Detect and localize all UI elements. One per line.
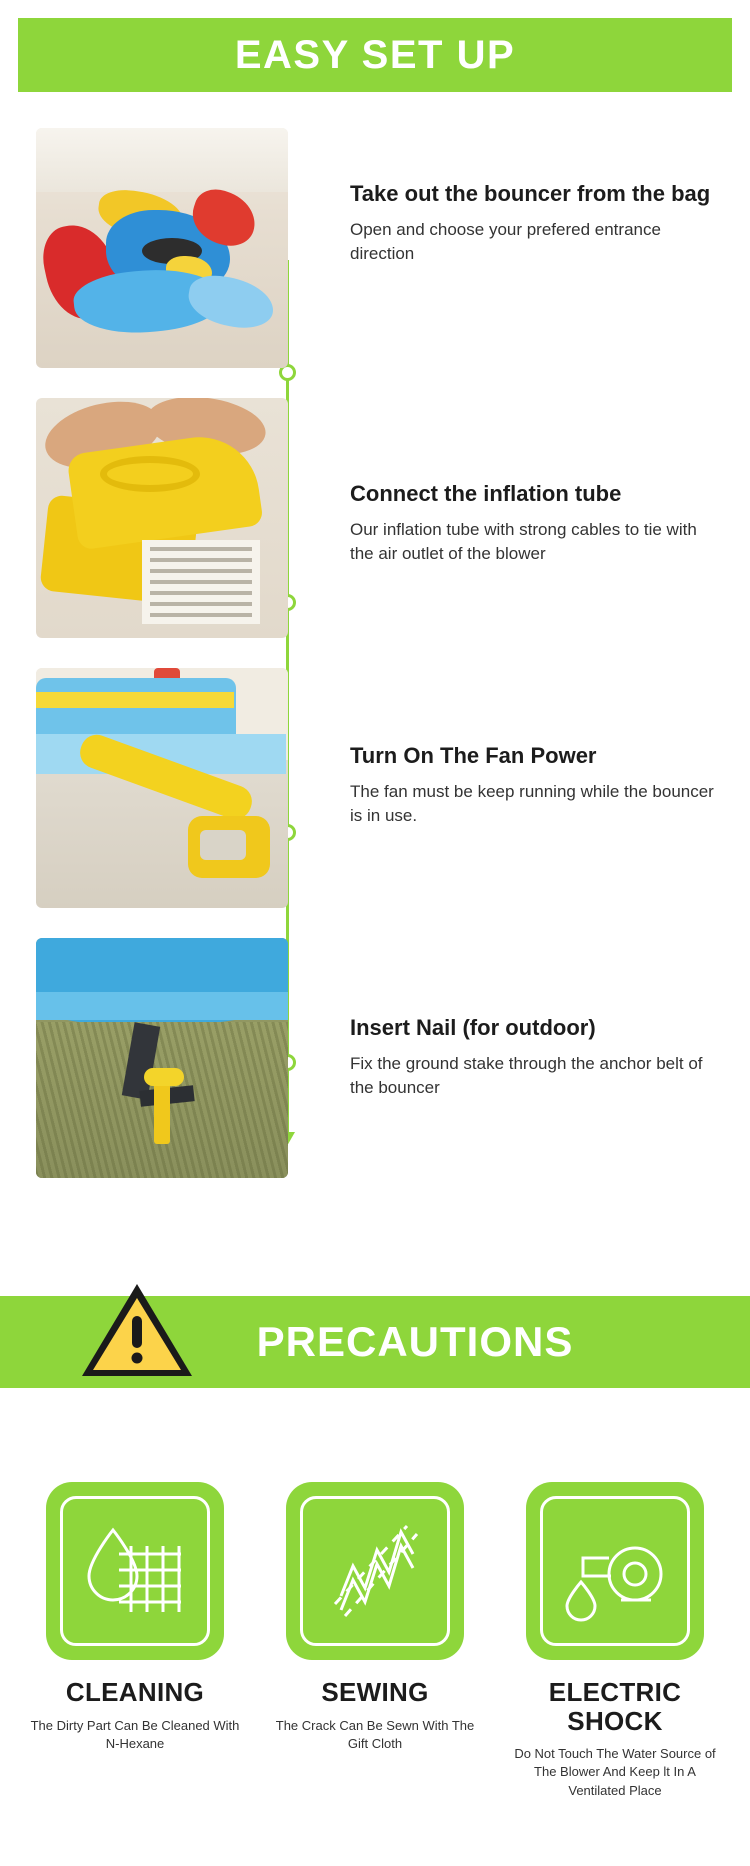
step-description: The fan must be keep running while the bouncer is in use. bbox=[350, 782, 714, 826]
blower-water-icon bbox=[559, 1520, 671, 1622]
header-banner bbox=[18, 18, 732, 92]
card-description: The Dirty Part Can Be Cleaned With N-Hexane bbox=[30, 1717, 240, 1751]
card-description: The Crack Can Be Sewn With The Gift Cloth bbox=[275, 1717, 475, 1751]
card-title: ELECTRIC SHOCK bbox=[548, 1677, 682, 1736]
page-title: EASY SET UP bbox=[234, 32, 516, 77]
step-item bbox=[36, 128, 726, 380]
water-drop-mesh-icon bbox=[79, 1520, 191, 1622]
step-item bbox=[36, 938, 726, 1190]
precaution-card-sewing bbox=[270, 1482, 480, 1800]
step-photo-2 bbox=[36, 398, 288, 638]
cleaning-tile bbox=[46, 1482, 224, 1660]
sewing-stitch-icon bbox=[319, 1520, 431, 1622]
step-title: Take out the bouncer from the bag bbox=[350, 181, 711, 206]
precaution-cards bbox=[0, 1482, 750, 1800]
sewing-tile bbox=[286, 1482, 464, 1660]
step-item bbox=[36, 668, 726, 920]
precaution-card-electric-shock bbox=[510, 1482, 720, 1800]
precaution-card-cleaning bbox=[30, 1482, 240, 1800]
step-item bbox=[36, 398, 726, 650]
warning-triangle-icon bbox=[78, 1278, 196, 1382]
card-title: CLEANING bbox=[65, 1677, 205, 1707]
step-photo-3 bbox=[36, 668, 288, 908]
card-title: SEWING bbox=[321, 1677, 429, 1707]
step-title: Connect the inflation tube bbox=[350, 481, 622, 506]
step-title: Insert Nail (for outdoor) bbox=[350, 1015, 596, 1040]
electric-shock-tile bbox=[526, 1482, 704, 1660]
step-description: Fix the ground stake through the anchor belt of the bouncer bbox=[350, 1054, 703, 1098]
step-title: Turn On The Fan Power bbox=[350, 743, 597, 768]
setup-steps-section bbox=[0, 128, 750, 1238]
precautions-title: PRECAUTIONS bbox=[256, 1318, 574, 1365]
step-photo-4 bbox=[36, 938, 288, 1178]
step-photo-1 bbox=[36, 128, 288, 368]
step-description: Open and choose your prefered entrance direction bbox=[350, 220, 661, 264]
card-description: Do Not Touch The Water Source of The Blower And Keep lt In A Ventilated Place bbox=[514, 1746, 716, 1798]
step-description: Our inflation tube with strong cables to tie with the air outlet of the blower bbox=[350, 520, 697, 564]
